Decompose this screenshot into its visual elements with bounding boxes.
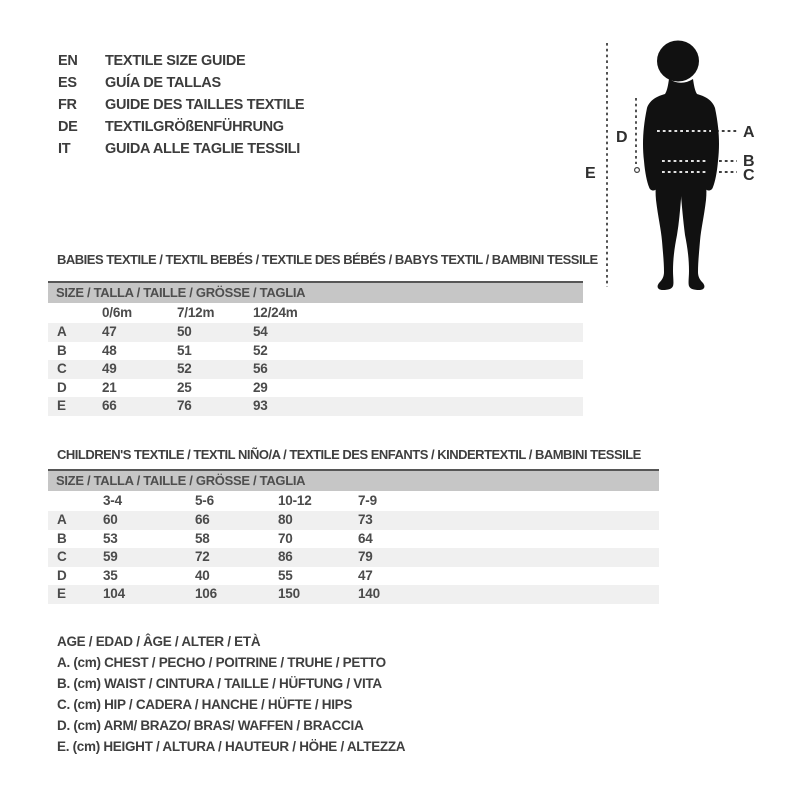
row-label: B (57, 530, 67, 546)
column-header: 12/24m (253, 305, 298, 320)
measurement-legend (57, 631, 405, 757)
cell-value: 66 (102, 398, 117, 414)
legend-line-arm: D. (cm) ARM/ BRAZO/ BRAS/ WAFFEN / BRACCIA (57, 718, 364, 733)
lang-code: ES (58, 75, 77, 91)
babies-section-heading: BABIES TEXTILE / TEXTIL BEBÉS / TEXTILE DES BÉBÉS / BABYS TEXTIL / BAMBINI TESSILE (57, 252, 598, 267)
cell-value: 55 (278, 567, 293, 583)
cell-value: 50 (177, 324, 192, 339)
lang-title: TEXTILE SIZE GUIDE (105, 53, 246, 69)
babies-column-header-row (48, 303, 583, 323)
lang-code: DE (58, 119, 78, 135)
lang-code: IT (58, 141, 71, 157)
children-size-table (48, 469, 659, 604)
children-size-header-bar: SIZE / TALLA / TAILLE / GRÖSSE / TAGLIA (48, 471, 659, 491)
lang-code: EN (58, 53, 78, 69)
marker-c-label: C (743, 167, 755, 184)
lang-title: GUÍA DE TALLAS (105, 75, 221, 91)
cell-value: 66 (195, 512, 210, 527)
column-header: 0/6m (102, 305, 132, 320)
cell-value: 140 (358, 586, 380, 602)
cell-value: 64 (358, 530, 373, 546)
table-row (48, 567, 659, 586)
cell-value: 40 (195, 567, 210, 583)
legend-line-hip: C. (cm) HIP / CADERA / HANCHE / HÜFTE / HIPS (57, 697, 353, 712)
lang-row-fr (58, 94, 304, 116)
cell-value: 49 (102, 361, 117, 377)
table-row (48, 511, 659, 530)
row-label: C (57, 549, 67, 565)
cell-value: 72 (195, 549, 210, 565)
child-silhouette (643, 41, 719, 291)
cell-value: 79 (358, 549, 373, 565)
table-row (48, 342, 583, 361)
cell-value: 76 (177, 398, 192, 414)
row-label: E (57, 398, 66, 414)
cell-value: 51 (177, 342, 192, 358)
lang-row-de (58, 116, 304, 138)
row-label: A (57, 324, 67, 339)
marker-a-label: A (743, 124, 755, 141)
cell-value: 21 (102, 379, 117, 395)
cell-value: 58 (195, 530, 210, 546)
cell-value: 47 (102, 324, 117, 339)
table-row (48, 379, 583, 398)
cell-value: 48 (102, 342, 117, 358)
babies-size-table (48, 281, 583, 416)
column-header: 3-4 (103, 493, 122, 508)
row-label: B (57, 342, 67, 358)
language-title-list (58, 50, 304, 160)
cell-value: 53 (103, 530, 118, 546)
table-row (48, 323, 583, 342)
corner-cell (57, 491, 103, 511)
cell-value: 52 (177, 361, 192, 377)
lang-title: TEXTILGRÖßENFÜHRUNG (105, 119, 284, 135)
cell-value: 104 (103, 586, 125, 602)
cell-value: 73 (358, 512, 373, 527)
legend-line-height: E. (cm) HEIGHT / ALTURA / HAUTEUR / HÖHE / ALTEZZA (57, 739, 406, 754)
table-row (48, 585, 659, 604)
babies-size-header-bar: SIZE / TALLA / TAILLE / GRÖSSE / TAGLIA (48, 283, 583, 303)
cell-value: 29 (253, 379, 268, 395)
legend-line-chest: A. (cm) CHEST / PECHO / POITRINE / TRUHE / PETTO (57, 655, 386, 670)
row-label: C (57, 361, 67, 377)
cell-value: 59 (103, 549, 118, 565)
cell-value: 54 (253, 324, 268, 339)
table-row (48, 397, 583, 416)
lang-row-it (58, 138, 304, 160)
column-header: 7/12m (177, 305, 215, 320)
legend-line-waist: B. (cm) WAIST / CINTURA / TAILLE / HÜFTUNG / VITA (57, 676, 382, 691)
lang-title: GUIDE DES TAILLES TEXTILE (105, 97, 305, 113)
cell-value: 80 (278, 512, 293, 527)
cell-value: 106 (195, 586, 217, 602)
child-measurement-diagram (580, 10, 800, 310)
cell-value: 47 (358, 567, 373, 583)
row-label: D (57, 379, 67, 395)
cell-value: 60 (103, 512, 118, 527)
cell-value: 93 (253, 398, 268, 414)
legend-line-age: AGE / EDAD / ÂGE / ALTER / ETÀ (57, 634, 261, 649)
marker-e-label: E (585, 165, 596, 182)
row-label: E (57, 586, 66, 602)
lang-code: FR (58, 97, 77, 113)
lang-row-es (58, 72, 304, 94)
corner-cell (57, 303, 102, 323)
children-section-heading: CHILDREN'S TEXTILE / TEXTIL NIÑO/A / TEXTILE DES ENFANTS / KINDERTEXTIL / BAMBINI TESSILE (57, 447, 641, 462)
cell-value: 86 (278, 549, 293, 565)
cell-value: 25 (177, 379, 192, 395)
column-header: 10-12 (278, 493, 312, 508)
table-row (48, 548, 659, 567)
table-row (48, 360, 583, 379)
column-header: 7-9 (358, 493, 377, 508)
lang-row-en (58, 50, 304, 72)
marker-b-label: B (743, 153, 755, 170)
column-header: 5-6 (195, 493, 214, 508)
cell-value: 52 (253, 342, 268, 358)
table-row (48, 530, 659, 549)
marker-d-label: D (616, 129, 628, 146)
row-label: A (57, 512, 67, 527)
cell-value: 70 (278, 530, 293, 546)
cell-value: 56 (253, 361, 268, 377)
lang-title: GUIDA ALLE TAGLIE TESSILI (105, 141, 300, 157)
children-column-header-row (48, 491, 659, 511)
row-label: D (57, 567, 67, 583)
cell-value: 35 (103, 567, 118, 583)
cell-value: 150 (278, 586, 300, 602)
arm-line-end-dot (635, 168, 640, 173)
